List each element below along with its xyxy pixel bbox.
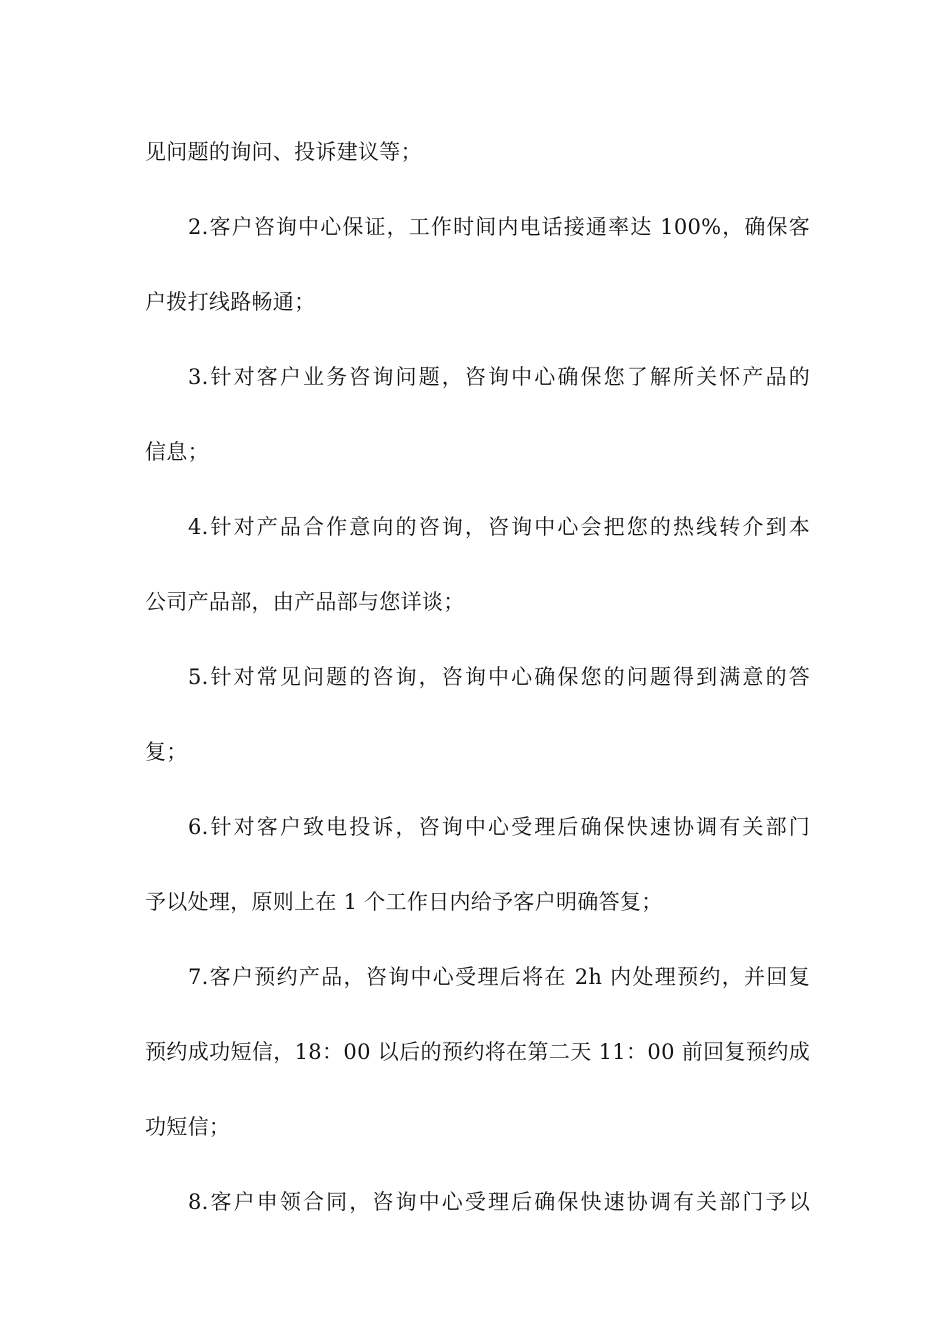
text-line-7: 公司产品部，由产品部与您详谈； — [145, 590, 465, 614]
text-line-2: 2.客户咨询中心保证，工作时间内电话接通率达 100%，确保客 — [188, 215, 810, 239]
text-line-5: 信息； — [145, 440, 209, 464]
text-line-12: 7.客户预约产品，咨询中心受理后将在 2h 内处理预约，并回复 — [188, 965, 810, 989]
text-line-3: 户拨打线路畅通； — [145, 290, 316, 314]
text-line-13: 预约成功短信，18：00 以后的预约将在第二天 11：00 前回复预约成 — [145, 1040, 810, 1064]
text-line-9: 复； — [145, 740, 188, 764]
text-line-10: 6.针对客户致电投诉，咨询中心受理后确保快速协调有关部门 — [188, 815, 810, 839]
text-line-6: 4.针对产品合作意向的咨询，咨询中心会把您的热线转介到本 — [188, 515, 810, 539]
text-line-14: 功短信； — [145, 1115, 231, 1139]
text-line-11: 予以处理，原则上在 1 个工作日内给予客户明确答复； — [145, 890, 663, 914]
text-line-15: 8.客户申领合同，咨询中心受理后确保快速协调有关部门予以 — [188, 1190, 810, 1214]
text-line-1: 见问题的询问、投诉建议等； — [145, 140, 422, 164]
text-line-4: 3.针对客户业务咨询问题，咨询中心确保您了解所关怀产品的 — [188, 365, 810, 389]
text-line-8: 5.针对常见问题的咨询，咨询中心确保您的问题得到满意的答 — [188, 665, 810, 689]
